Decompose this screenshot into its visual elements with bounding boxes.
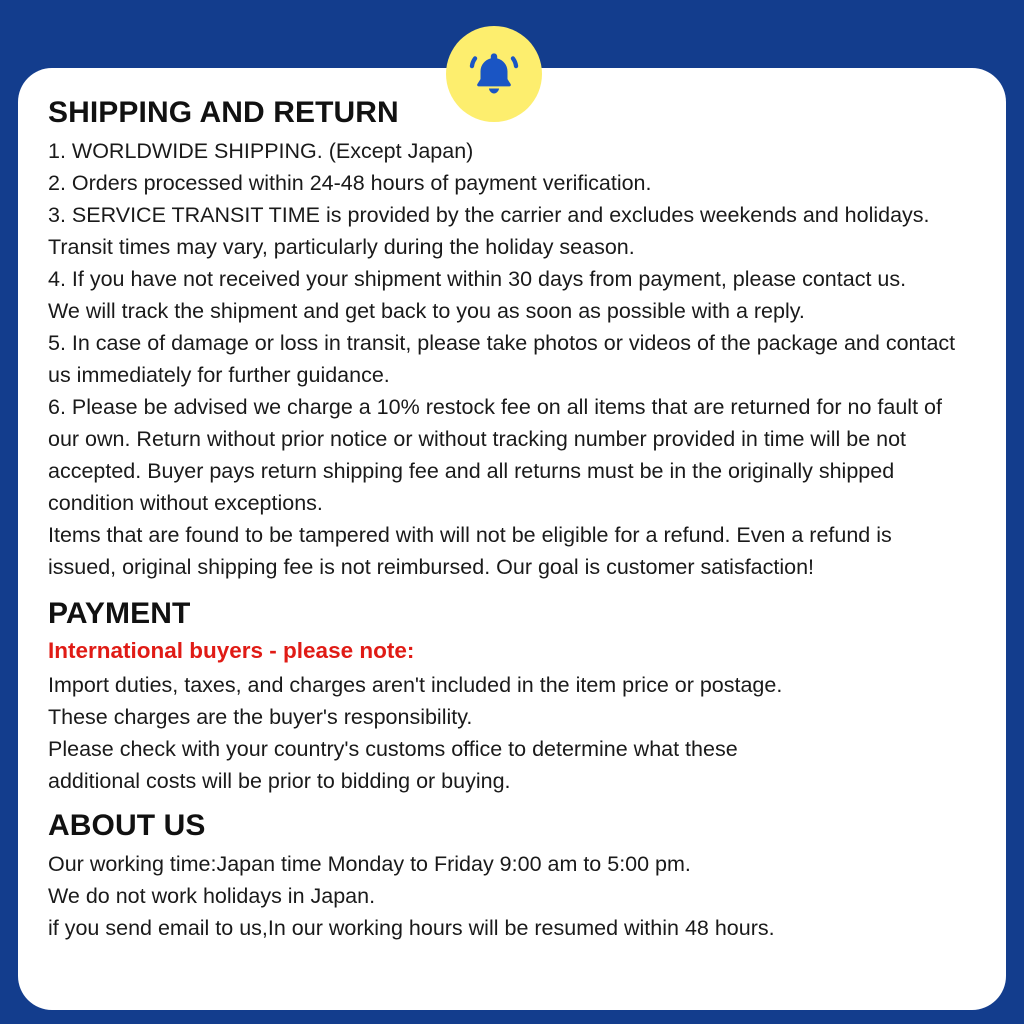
bell-icon-badge [446,26,542,122]
shipping-line: us immediately for further guidance. [48,362,390,387]
about-line: We do not work holidays in Japan. [48,883,376,908]
shipping-line: 6. Please be advised we charge a 10% restock fee on all items that are returned for no fault of [48,394,942,419]
payment-line: These charges are the buyer's responsibility. [48,704,473,729]
shipping-line: Items that are found to be tampered with will not be eligible for a refund. Even a refund is [48,522,892,547]
payment-line: Import duties, taxes, and charges aren't included in the item price or postage. [48,672,783,697]
content-card [18,68,1006,1010]
shipping-title: SHIPPING AND RETURN [48,96,399,129]
about-line: Our working time:Japan time Monday to Friday 9:00 am to 5:00 pm. [48,851,691,876]
shipping-line: issued, original shipping fee is not reimbursed. Our goal is customer satisfaction! [48,554,815,579]
international-buyers-note: International buyers - please note: [48,638,415,664]
shipping-line: 2. Orders processed within 24-48 hours of payment verification. [48,170,652,195]
about-section [48,809,976,944]
shipping-section [48,96,976,583]
bell-icon [464,44,524,104]
shipping-line: We will track the shipment and get back to you as soon as possible with a reply. [48,298,805,323]
shipping-line: 4. If you have not received your shipment within 30 days from payment, please contact us. [48,266,907,291]
shipping-line: 3. SERVICE TRANSIT TIME is provided by the carrier and excludes weekends and holidays. [48,202,930,227]
payment-line: additional costs will be prior to bidding or buying. [48,769,511,794]
payment-title: PAYMENT [48,596,191,630]
shipping-line: Transit times may vary, particularly during the holiday season. [48,234,635,259]
shipping-line: 1. WORLDWIDE SHIPPING. (Except Japan) [48,138,474,163]
payment-line: Please check with your country's customs office to determine what these [48,737,738,761]
about-title: ABOUT US [48,809,206,843]
shipping-line: condition without exceptions. [48,490,323,515]
shipping-line: our own. Return without prior notice or without tracking number provided in time will be not [48,426,907,451]
payment-section [48,597,976,797]
shipping-line: 5. In case of damage or loss in transit, please take photos or videos of the package and contact [48,330,956,355]
shipping-line: accepted. Buyer pays return shipping fee and all returns must be in the originally shipped [48,458,895,483]
about-line: if you send email to us,In our working hours will be resumed within 48 hours. [48,915,775,940]
